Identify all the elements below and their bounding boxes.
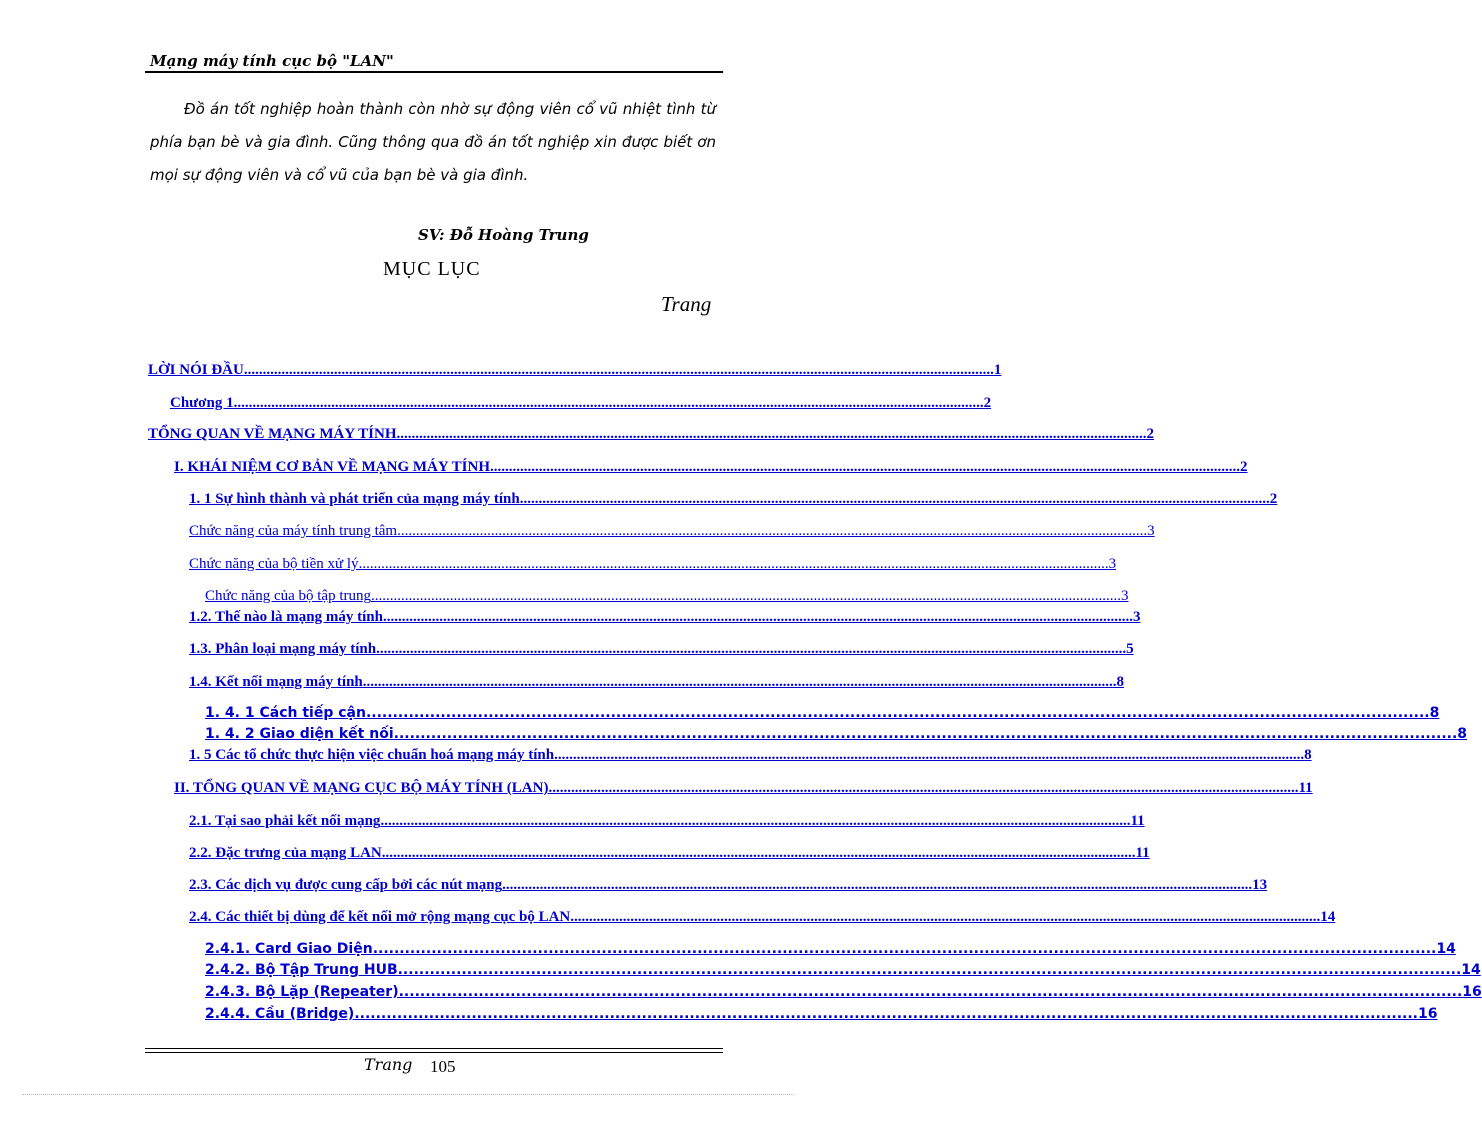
toc-entry[interactable]: 1.2. Thế nào là mạng máy tính ........................................................................................................................................................................................................ 3 — [189, 609, 1141, 625]
toc-entry[interactable]: LỜI NÓI ĐẦU ........................................................................................................................................................................................................ 1 — [148, 362, 1002, 378]
toc-entry[interactable]: Chương 1 ........................................................................................................................................................................................................ 2 — [148, 395, 718, 412]
toc-entry-page: 8 — [1457, 726, 1468, 742]
toc-entry[interactable]: 2.4.1. Card Giao Diện ........................................................................................................................................................................................................ 14 — [205, 941, 1456, 957]
toc-entry-label: Chương 1 — [170, 395, 234, 411]
toc-title: MỤC LỤC — [383, 258, 481, 280]
toc-entry[interactable]: 2.3. Các dịch vụ được cung cấp bởi các nút mạng ........................................................................................................................................................................................................ 13 — [189, 877, 1268, 893]
toc-entry-page: 2 — [1240, 459, 1248, 475]
toc-entry-page: 14 — [1461, 962, 1481, 978]
toc-entry[interactable]: Chức năng của máy tính trung tâm ........................................................................................................................................................................................................ 3 — [189, 523, 1155, 539]
footer-rule — [145, 1048, 723, 1049]
toc-entry-page: 13 — [1252, 877, 1268, 893]
toc-entry-page: 16 — [1462, 984, 1482, 1000]
toc-entry-page: 8 — [1304, 747, 1312, 763]
toc-entry-page: 3 — [1108, 556, 1117, 572]
toc-entry-label: TỔNG QUAN VỀ MẠNG MÁY TÍNH — [148, 426, 397, 442]
toc-page-column-label: Trang — [661, 292, 712, 316]
toc-entry-page: 14 — [1320, 909, 1336, 925]
toc-entry-label: 1.4. Kết nối mạng máy tính. — [189, 674, 367, 690]
toc-entry[interactable]: 1.4. Kết nối mạng máy tính. ........................................................................................................................................................................................................ 8 — [189, 674, 1125, 690]
toc-entry-page: 3 — [1132, 609, 1141, 625]
toc-entry[interactable]: 1. 1 Sự hình thành và phát triển của mạng máy tính ........................................................................................................................................................................................................ 2 — [189, 491, 1278, 507]
toc-entry-label: 2.4.2. Bộ Tập Trung HUB — [205, 962, 398, 978]
toc-entry[interactable]: 1. 5 Các tổ chức thực hiện việc chuẩn hoá mạng máy tính ........................................................................................................................................................................................................ 8 — [189, 747, 1312, 763]
toc-entry-label: 1. 4. 1 Cách tiếp cận — [205, 705, 366, 721]
toc-entry-page: 11 — [1298, 780, 1313, 796]
toc-entry[interactable]: 2.4.3. Bộ Lặp (Repeater) ........................................................................................................................................................................................................ 16 — [205, 984, 1482, 1000]
toc-entry-label: 2.4.4. Cầu (Bridge) — [205, 1006, 355, 1022]
toc-entry[interactable]: 1. 4. 2 Giao diện kết nối ........................................................................................................................................................................................................ 8 — [205, 726, 1468, 742]
toc-entry-label: 2.4. Các thiết bị dùng để kết nối mở rộng mạng cục bộ LAN — [189, 909, 571, 925]
toc-entry-page: 2 — [1269, 491, 1278, 507]
toc-entry-page: 3 — [1147, 523, 1155, 539]
toc-entry[interactable]: 2.4.4. Cầu (Bridge) ........................................................................................................................................................................................................ 16 — [205, 1006, 1438, 1022]
toc-entry[interactable]: 2.4.2. Bộ Tập Trung HUB ........................................................................................................................................................................................................ 14 — [205, 962, 1481, 978]
toc-entry-page: 1 — [993, 362, 1002, 378]
page-bottom-border — [22, 1094, 794, 1095]
toc-entry-label: 2.1. Tại sao phải kết nối mạng — [189, 813, 381, 829]
toc-entry[interactable]: II. TỔNG QUAN VỀ MẠNG CỤC BỘ MÁY TÍNH (LAN) ........................................................................................................................................................................................................ 11 — [174, 780, 1313, 796]
toc-entry[interactable]: Chức năng của bộ tập trung ........................................................................................................................................................................................................ 3 — [205, 588, 1129, 604]
toc-entry-page: 3 — [1121, 588, 1129, 604]
acknowledgement-block — [150, 93, 716, 192]
toc-entry-label: 2.3. Các dịch vụ được cung cấp bởi các nút mạng — [189, 877, 503, 893]
toc-entry[interactable]: I. KHÁI NIỆM CƠ BẢN VỀ MẠNG MÁY TÍNH ........................................................................................................................................................................................................ 2 — [174, 459, 1248, 475]
toc-entry-page: 11 — [1135, 845, 1150, 861]
toc-entry-page: 11 — [1130, 813, 1145, 829]
toc-entry-label: 1.2. Thế nào là mạng máy tính — [189, 609, 383, 625]
toc-entry[interactable]: 2.1. Tại sao phải kết nối mạng ........................................................................................................................................................................................................ 11 — [189, 813, 1145, 829]
toc-entry-label: Chức năng của bộ tiền xử lý — [189, 556, 359, 572]
header-rule — [145, 71, 723, 73]
toc-entry-label: 1. 1 Sự hình thành và phát triển của mạng máy tính — [189, 491, 520, 507]
toc-entry[interactable]: 2.2. Đặc trưng của mạng LAN. ........................................................................................................................................................................................................ 11 — [189, 845, 1150, 861]
toc-entry-page: 8 — [1116, 674, 1125, 690]
toc-entry-page: 8 — [1429, 705, 1440, 721]
toc-entry-label: 1. 5 Các tổ chức thực hiện việc chuẩn hoá mạng máy tính — [189, 747, 555, 763]
toc-entry-label: 2.4.1. Card Giao Diện — [205, 941, 373, 957]
toc-entry-page: 16 — [1418, 1006, 1438, 1022]
toc-entry-label: Chức năng của máy tính trung tâm — [189, 523, 398, 539]
footer-page-number: 105 — [430, 1057, 456, 1076]
toc-entry-label: 2.2. Đặc trưng của mạng LAN. — [189, 845, 386, 861]
toc-entry-page: 2 — [983, 395, 992, 411]
toc-entry[interactable]: 2.4. Các thiết bị dùng để kết nối mở rộng mạng cục bộ LAN ........................................................................................................................................................................................................ 14 — [189, 909, 1336, 925]
toc-entry-page: 14 — [1436, 941, 1456, 957]
footer-rule — [145, 1052, 723, 1053]
toc-entry-label: LỜI NÓI ĐẦU — [148, 362, 244, 378]
acknowledgement-paragraph: Đồ án tốt nghiệp hoàn thành còn nhờ sự động viên cổ vũ nhiệt tình từ phía bạn bè và gia đình. Cũng thông qua đồ án tốt nghiệp xin được biết ơn mọi sự động viên và cổ vũ của bạn bè và gia đình. — [150, 100, 716, 184]
toc-entry[interactable]: 1.3. Phân loại mạng máy tính ........................................................................................................................................................................................................ 5 — [189, 641, 1134, 657]
toc-entry-page: 5 — [1126, 641, 1134, 657]
running-header-title: Mạng máy tính cục bộ "LAN" — [150, 52, 394, 70]
toc-entry-label: I. KHÁI NIỆM CƠ BẢN VỀ MẠNG MÁY TÍNH — [174, 459, 490, 475]
toc-entry-label: 1.3. Phân loại mạng máy tính — [189, 641, 377, 657]
toc-entry-label: 1. 4. 2 Giao diện kết nối — [205, 726, 394, 742]
footer-page-label: Trang — [364, 1055, 413, 1074]
toc-entry[interactable]: TỔNG QUAN VỀ MẠNG MÁY TÍNH ........................................................................................................................................................................................................ 2 — [148, 426, 1154, 442]
toc-entry-page: 2 — [1146, 426, 1154, 442]
toc-entry-label: 2.4.3. Bộ Lặp (Repeater) — [205, 984, 399, 1000]
toc-entry[interactable]: 1. 4. 1 Cách tiếp cận ........................................................................................................................................................................................................ 8 — [205, 705, 1440, 721]
toc-entry[interactable]: Chức năng của bộ tiền xử lý ........................................................................................................................................................................................................ 3 — [189, 556, 1117, 572]
signature: SV: Đỗ Hoàng Trung — [418, 226, 589, 244]
toc-entry-label: II. TỔNG QUAN VỀ MẠNG CỤC BỘ MÁY TÍNH (LAN) — [174, 780, 549, 796]
toc-entry-label: Chức năng của bộ tập trung — [205, 588, 372, 604]
